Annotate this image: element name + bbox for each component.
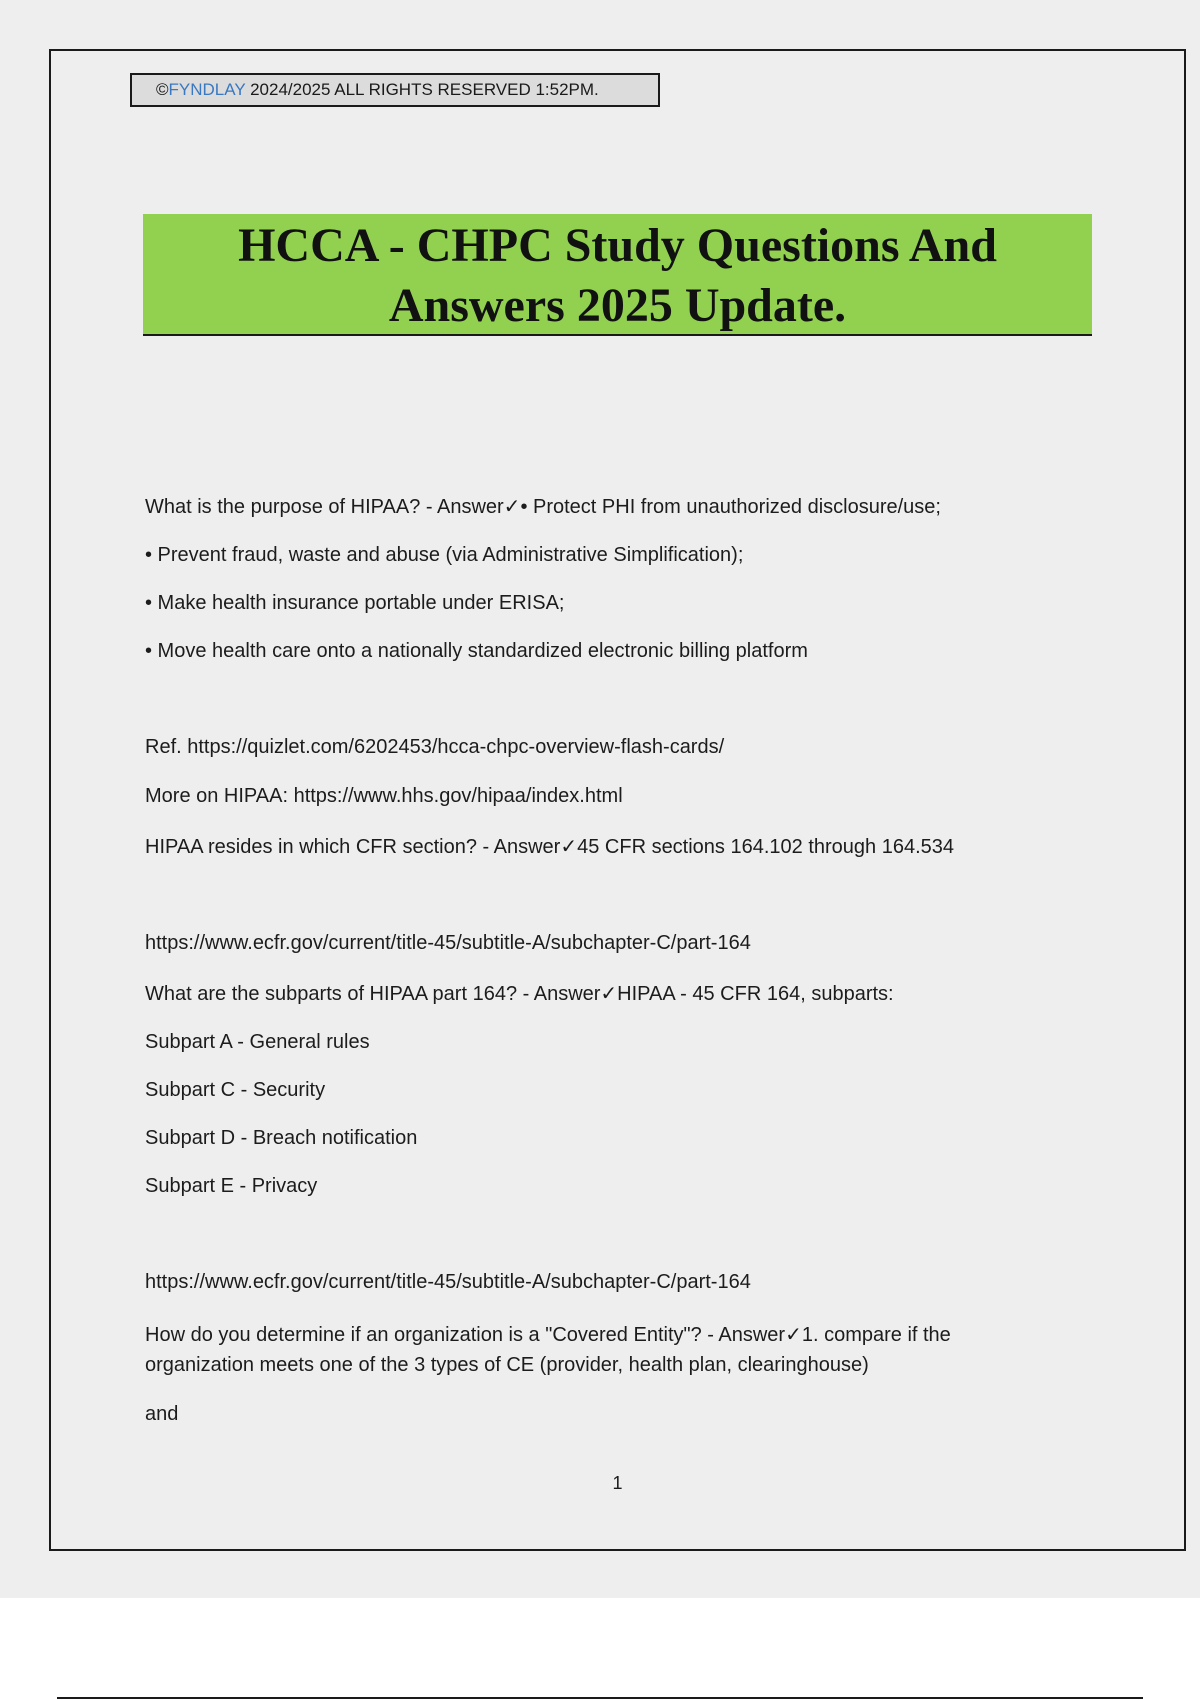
- reference-link-hhs[interactable]: More on HIPAA: https://www.hhs.gov/hipaa/index.html: [145, 785, 623, 807]
- reference-link-ecfr-1[interactable]: https://www.ecfr.gov/current/title-45/subtitle-A/subchapter-C/part-164: [145, 932, 751, 954]
- title-line-1: HCCA - CHPC Study Questions And: [238, 219, 997, 272]
- subpart-a: Subpart A - General rules: [145, 1031, 370, 1053]
- copyright-text: 2024/2025 ALL RIGHTS RESERVED 1:52PM.: [245, 80, 599, 99]
- bullet-electronic-billing: • Move health care onto a nationally standardized electronic billing platform: [145, 640, 808, 662]
- footer-divider: [57, 1697, 1143, 1699]
- question-hipaa-purpose: What is the purpose of HIPAA? - Answer✓• Protect PHI from unauthorized disclosure/use;: [145, 496, 941, 518]
- bullet-prevent-fraud: • Prevent fraud, waste and abuse (via Administrative Simplification);: [145, 544, 744, 566]
- reference-link-quizlet[interactable]: Ref. https://quizlet.com/6202453/hcca-chpc-overview-flash-cards/: [145, 736, 725, 758]
- subpart-c: Subpart C - Security: [145, 1079, 326, 1101]
- subpart-d: Subpart D - Breach notification: [145, 1127, 418, 1149]
- reference-link-ecfr-2[interactable]: https://www.ecfr.gov/current/title-45/subtitle-A/subchapter-C/part-164: [145, 1271, 751, 1293]
- title-line-2: Answers 2025 Update.: [388, 279, 847, 332]
- copyright-header: [130, 73, 660, 107]
- page-number: 1: [612, 1473, 623, 1493]
- question-hipaa-cfr: HIPAA resides in which CFR section? - Answer✓45 CFR sections 164.102 through 164.534: [145, 836, 955, 858]
- copyright-symbol: ©: [156, 80, 169, 99]
- bullet-portable-insurance: • Make health insurance portable under ERISA;: [145, 592, 565, 614]
- question-covered-entity: How do you determine if an organization is a "Covered Entity"? - Answer✓1. compare if the organization meets one of the 3 types of CE (provider, health plan, clearinghouse): [145, 1324, 951, 1376]
- brand-name: FYNDLAY: [168, 80, 246, 99]
- question-subparts: What are the subparts of HIPAA part 164? - Answer✓HIPAA - 45 CFR 164, subparts:: [145, 983, 894, 1005]
- subpart-e: Subpart E - Privacy: [145, 1175, 318, 1197]
- answer-continuation: and: [145, 1403, 179, 1425]
- document-title: [143, 214, 1092, 336]
